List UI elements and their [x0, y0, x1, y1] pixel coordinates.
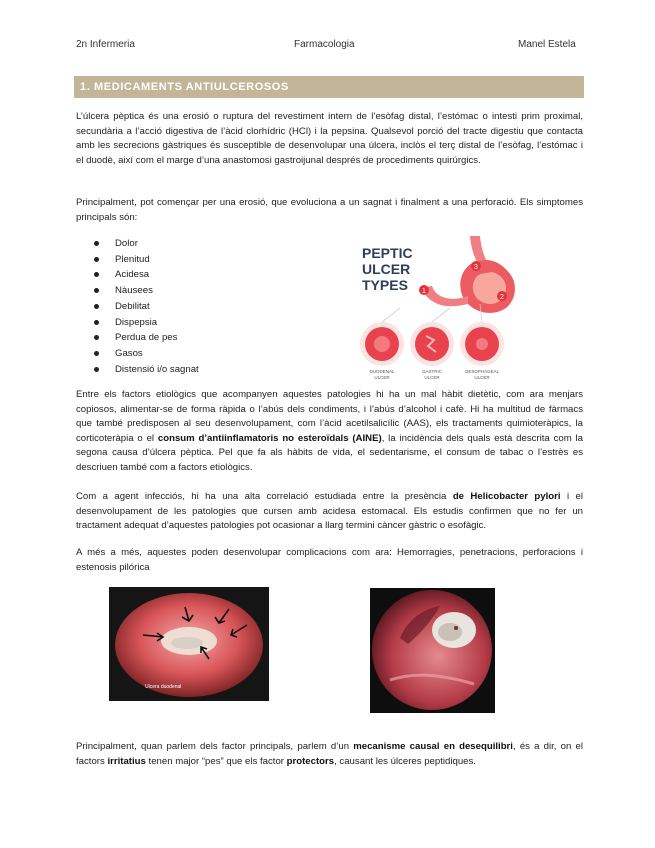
paragraph-definition: L’úlcera pèptica és una erosió o ruptura del revestiment intern de l’esòfag distal, l’estómac o intesti prim proximal, secundària a l’acció digestiva de l’àcid clorhídric (HCl) i la pepsina. Qualsevol porció del tracte digestiu que contacta amb les secrecions gàstriques és susceptible de desenvolupar una úlcera, inclòs el terç distal de l’esòfag, l’estómac i el duodè, així com el marge d’una anastomosi gastroijunal després de procediments quirúrgics.	[76, 111, 583, 166]
list-item: Dispepsia	[90, 315, 199, 331]
endoscopy-photo-gastric-ulcer	[370, 588, 495, 713]
paragraph-evolution: Principalment, pot començar per una erosió, que evoluciona a un sagnat i finalment a una perforació. Els simptomes principals són:	[76, 197, 583, 223]
bullet-icon	[94, 320, 99, 325]
oesophageal-lumen	[476, 338, 488, 350]
peptic-ulcer-illustration	[350, 234, 530, 384]
duodenal-label-line2: ULCER	[374, 375, 390, 380]
bullet-icon	[94, 335, 99, 340]
list-item: Distensió i/o sagnat	[90, 362, 199, 378]
bullet-icon	[94, 241, 99, 246]
aine-emphasis: consum d’antiinflamatoris no esteroïdals (AINE)	[157, 432, 382, 444]
list-item: Gasos	[90, 346, 199, 362]
marker-3-label: 3	[474, 264, 478, 271]
bullet-icon	[94, 351, 99, 356]
header-right: Manel Estela	[518, 39, 576, 50]
list-item: Perdua de pes	[90, 330, 199, 346]
paragraph-complications: A més a més, aquestes poden desenvolupar complicacions com ara: Hemorragies, penetracions, perforacions i estenosis pilórica	[76, 547, 583, 573]
protectors-emphasis: protectors	[286, 755, 335, 767]
irritatius-emphasis: irritatius	[107, 755, 146, 767]
figure-title-line2: ULCER	[362, 261, 411, 277]
figure-title-line1: PEPTIC	[362, 245, 413, 261]
oesophagus-shape	[470, 236, 488, 264]
list-item: Plenitud	[90, 252, 199, 268]
list-item: Acidesa	[90, 267, 199, 283]
header-center: Farmacologia	[294, 39, 355, 50]
list-item: Debilitat	[90, 299, 199, 315]
symptom-list	[90, 236, 199, 377]
bullet-icon	[94, 367, 99, 372]
bullet-icon	[94, 288, 99, 293]
duodenal-label-line1: DUODENAL	[369, 369, 395, 374]
gastric-label-line2: ULCER	[424, 375, 440, 380]
figure-title-line3: TYPES	[362, 277, 408, 293]
connector-line	[382, 308, 400, 322]
paragraph-helicobacter: Com a agent infecciós, hi ha una alta correlació estudiada entre la presència de Helicobacter pylori i el desenvolupament de les patologies que cursen amb acidesa estomacal. Els estudis confirmen que no fer un tractament adequat d’aquestes patologies pot ocasionar a llarg termini càncer gàstric o esofàgic.	[76, 491, 584, 532]
marker-1-label: 1	[422, 288, 426, 295]
section-title: 1. MEDICAMENTS ANTIULCEROSOS	[80, 81, 289, 93]
duodenal-lumen	[374, 336, 390, 352]
connector-line	[432, 308, 450, 322]
helicobacter-emphasis: de Helicobacter pylori	[452, 491, 561, 502]
gastric-label-line1: GASTRIC	[421, 369, 443, 374]
paragraph-mechanism: Principalment, quan parlem dels factor principals, parlem d’un mecanisme causal en desequilibri, és a dir, on el factors irritatius tenen major “pes” que els factor protectors, causant les úlceres peptidiques.	[76, 741, 583, 767]
marker-2-label: 2	[500, 294, 504, 301]
oesophageal-label-line1: OESOPHAGEAL	[464, 369, 500, 374]
oesophageal-label-line2: ULCER	[474, 375, 490, 380]
section-heading-bar	[74, 76, 584, 98]
list-item: Dolor	[90, 236, 199, 252]
mechanism-emphasis: mecanisme causal en desequilibri	[353, 741, 513, 752]
gastric-section	[415, 327, 449, 361]
endoscopy-photo-duodenal-ulcer	[109, 587, 269, 701]
photo-caption: Ulcera duodenal	[145, 684, 182, 690]
paragraph-etiology: Entre els factors etiològics que acompanyen aquestes patologies hi ha un mal hàbit dietètic, com ara menjars copiosos, alimentar-se de forma ràpida o l’abús dels condiments, i l’abús d’alcohol i cafè. Hi ha multitud de fàrmacs que també predisposen al seu desenvolupament, com l’àcid acetilsalicílic (AAS), els tractaments quimioteràpics, la corticoteràpia o el consum d’antiinflamatoris no esteroïdals (AINE), la incidència dels quals està descrita com la segona causa d’úlcera pèptica. Pel que fa als hàbits de vida, el sedentarisme, el consum de tabac o l’estrès es descriuen també com a factors etiològics.	[76, 389, 584, 473]
bullet-icon	[94, 272, 99, 277]
header-left: 2n Infermeria	[76, 39, 135, 50]
list-item: Nàusees	[90, 283, 199, 299]
bullet-icon	[94, 257, 99, 262]
bullet-icon	[94, 304, 99, 309]
